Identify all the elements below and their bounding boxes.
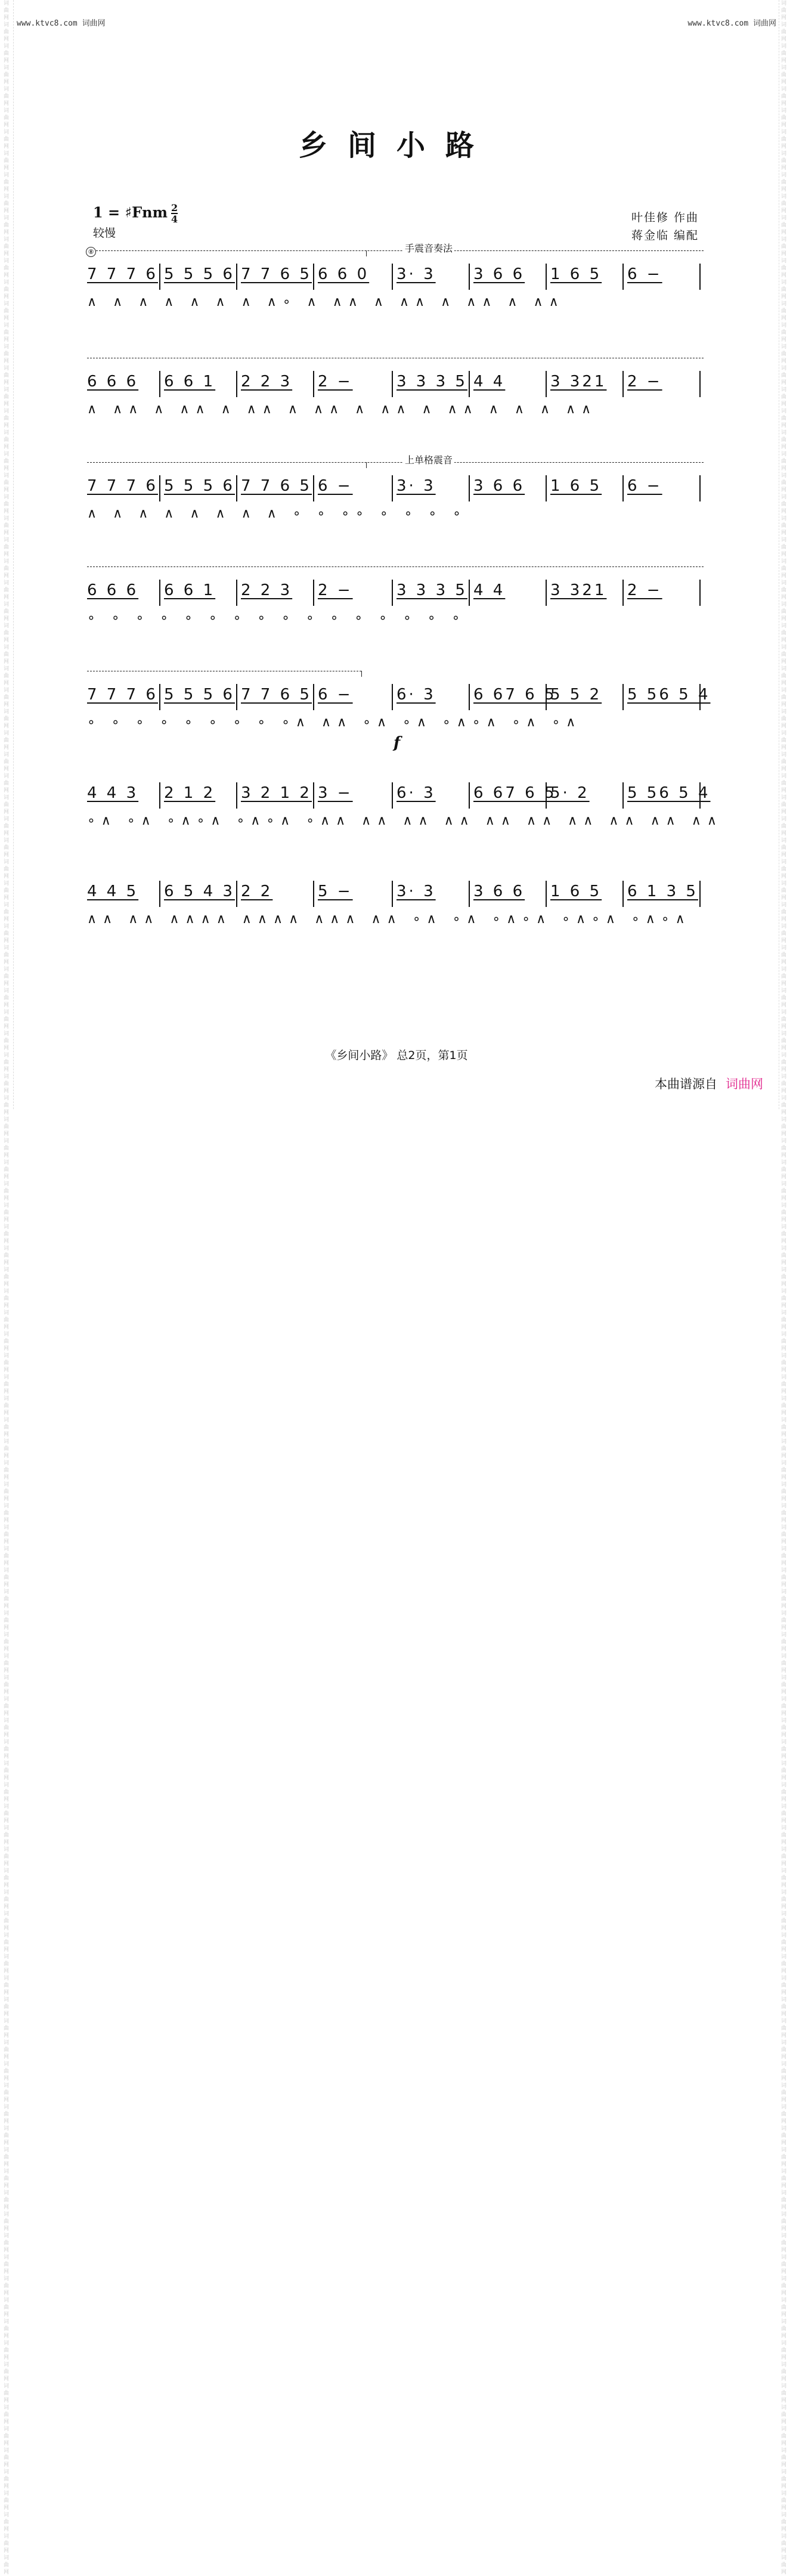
measure: [473, 580, 542, 606]
arranger-credit: 蒋金临 编配: [631, 229, 699, 242]
measure-notes: 6 1 3 5: [627, 883, 698, 900]
measure-notes: 1 6 5: [550, 477, 602, 495]
measure: [396, 782, 465, 809]
measure: [164, 684, 233, 710]
notes-row: [87, 782, 711, 809]
measure-notes: 2 −: [318, 373, 353, 391]
measure: [627, 371, 696, 397]
ottava-bracket-end: [361, 671, 362, 677]
barline: [236, 580, 237, 606]
measure: [473, 475, 542, 501]
measure-notes: 6 −: [627, 477, 662, 495]
measure: [164, 371, 233, 397]
octave-mark: ⑧: [86, 247, 96, 257]
measure: [550, 881, 619, 907]
measure-notes: 1 6 5: [550, 883, 602, 900]
measure-notes: 1 6 5: [550, 265, 602, 283]
measure: [627, 782, 711, 809]
measure-notes: 7 7 7 6: [87, 265, 158, 283]
measure-notes: 3 −: [318, 784, 353, 802]
technique-row: ∘∧ ∘∧ ∘∧∘∧ ∘∧∘∧ ∘∧∧ ∧∧ ∧∧ ∧∧ ∧∧ ∧∧ ∧∧ ∧∧ ∧∧ ∧∧: [87, 813, 723, 828]
measure: [550, 264, 619, 290]
measure: [164, 580, 233, 606]
technique-row: ∘ ∘ ∘ ∘ ∘ ∘ ∘ ∘ ∘ ∘ ∘ ∘ ∘ ∘ ∘ ∘: [87, 611, 466, 626]
measure-notes: 4 4: [473, 373, 506, 391]
barline: [392, 580, 393, 606]
composer-credit: 叶佳修 作曲: [631, 211, 699, 224]
barline: [159, 684, 160, 710]
barline: [622, 475, 624, 501]
measure: [318, 371, 388, 397]
measure-notes: 7 7 6 5: [241, 477, 312, 495]
measure-notes: 5 5 2: [550, 686, 602, 704]
measure-notes: 5 5 5 6: [164, 265, 235, 283]
barline: [236, 475, 237, 501]
barline: [469, 782, 470, 809]
measure-notes: 6 6 6: [87, 581, 139, 599]
measure-notes: 6 6 1: [164, 373, 216, 391]
measure-notes: 2 2 3: [241, 373, 293, 391]
score-system: [87, 769, 723, 841]
barline: [546, 881, 547, 907]
measure: [318, 475, 388, 501]
measure-notes: 6 67 6 5: [473, 784, 557, 802]
measure-notes: 4 4: [473, 581, 506, 599]
technique-row: ∧ ∧ ∧ ∧ ∧ ∧ ∧ ∧∘ ∧ ∧∧ ∧ ∧∧ ∧ ∧∧ ∧ ∧∧: [87, 295, 565, 309]
measure-notes: 6 67 6 5: [473, 686, 557, 704]
measure: [318, 782, 388, 809]
notes-row: [87, 881, 704, 907]
measure-notes: 7 7 7 6: [87, 477, 158, 495]
barline: [313, 881, 314, 907]
barline: [469, 371, 470, 397]
barline: [159, 264, 160, 290]
measure-notes: 3 6 6: [473, 265, 525, 283]
measure: [627, 580, 696, 606]
measure: [627, 881, 696, 907]
dynamic-forte: f: [394, 734, 401, 752]
measure-notes: 6 5 4 3: [164, 883, 235, 900]
barline: [159, 371, 160, 397]
site-link-right[interactable]: www.ktvc8.com 词曲网: [687, 19, 776, 28]
measure-notes: 6· 3: [396, 784, 436, 802]
measure: [473, 684, 557, 710]
barline: [236, 881, 237, 907]
measure-notes: 2 −: [627, 581, 662, 599]
measure-notes: 2 2 3: [241, 581, 293, 599]
measure-notes: 7 7 6 5: [241, 265, 312, 283]
barline: [469, 580, 470, 606]
measure-notes: 3· 3: [396, 265, 436, 283]
technique-row: ∧ ∧ ∧ ∧ ∧ ∧ ∧ ∧ ∘ ∘ ∘∘ ∘ ∘ ∘ ∘: [87, 506, 467, 521]
song-title: 乡间小路: [298, 129, 494, 162]
measure: [318, 264, 388, 290]
barline: [622, 782, 624, 809]
measure-notes: 7 7 7 6: [87, 686, 158, 704]
barline: [159, 881, 160, 907]
source-brand-link[interactable]: 词曲网: [726, 1077, 763, 1091]
barline: [469, 475, 470, 501]
measure-notes: 5 56 5 4: [627, 686, 711, 704]
barline: [699, 881, 701, 907]
measure-notes: 6 6 1: [164, 581, 216, 599]
barline: [159, 580, 160, 606]
source-credit: [655, 1075, 763, 1092]
measure: [241, 782, 312, 809]
page-info: 《乡间小路》 总2页，第1页: [325, 1049, 468, 1062]
measure: [87, 264, 156, 290]
barline: [313, 684, 314, 710]
measure-notes: 2 1 2: [164, 784, 216, 802]
measure-notes: 2 2: [241, 883, 273, 900]
measure-notes: 2 −: [627, 373, 662, 391]
barline: [313, 782, 314, 809]
barline: [159, 782, 160, 809]
measure: [473, 782, 557, 809]
measure-notes: 6 −: [318, 686, 353, 704]
notes-row: [87, 371, 704, 397]
ottava-line: [87, 462, 704, 463]
measure-notes: 3 321: [550, 373, 607, 391]
left-margin-line: [13, 0, 14, 1109]
measure: [87, 684, 156, 710]
measure: [396, 684, 465, 710]
measure: [473, 881, 542, 907]
score-system: [87, 358, 704, 429]
measure: [550, 782, 619, 809]
barline: [392, 264, 393, 290]
measure: [241, 371, 309, 397]
score-system: [87, 454, 704, 534]
measure-notes: 3 6 6: [473, 883, 525, 900]
score-system: [87, 868, 704, 939]
source-label: 本曲谱源自: [655, 1077, 717, 1091]
barline: [313, 580, 314, 606]
technique-annotation: 手震音奏法: [403, 241, 454, 255]
measure-notes: 6 −: [627, 265, 662, 283]
measure: [241, 264, 312, 290]
barline: [546, 580, 547, 606]
measure-notes: 7 7 6 5: [241, 686, 312, 704]
technique-row: ∧ ∧∧ ∧ ∧∧ ∧ ∧∧ ∧ ∧∧ ∧ ∧∧ ∧ ∧∧ ∧ ∧ ∧ ∧∧: [87, 402, 597, 417]
measure: [396, 580, 465, 606]
notes-row: [87, 580, 704, 606]
measure: [318, 580, 388, 606]
measure-notes: 3 3 3 5: [396, 581, 467, 599]
measure: [473, 264, 542, 290]
ottava-bracket-end: [366, 462, 367, 468]
barline: [622, 264, 624, 290]
measure: [241, 684, 312, 710]
ottava-line: [87, 566, 704, 567]
measure: [241, 580, 309, 606]
measure: [164, 782, 233, 809]
measure: [87, 881, 156, 907]
barline: [699, 580, 701, 606]
score-system: [87, 566, 704, 638]
barline: [546, 264, 547, 290]
time-signature: $\frac{2}{4}$: [171, 202, 178, 225]
ottava-bracket-end: [366, 250, 367, 256]
barline: [622, 881, 624, 907]
site-link-left[interactable]: www.ktvc8.com 词曲网: [17, 19, 106, 28]
measure: [241, 881, 309, 907]
measure: [627, 684, 711, 710]
barline: [622, 580, 624, 606]
measure: [627, 264, 696, 290]
measure: [396, 881, 465, 907]
measure: [164, 264, 233, 290]
measure-notes: 3 2 1 2: [241, 784, 312, 802]
measure-notes: 3· 3: [396, 883, 436, 900]
barline: [546, 475, 547, 501]
watermark-left: 词曲网 词曲网 词曲网 词曲网 词曲网 词曲网 词曲网 词曲网 词曲网 词曲网 词曲网 词曲网 词曲网 词曲网 词曲网 词曲网 词曲网 词曲网 词曲网 词曲网 词曲网 词曲网 词曲网 词曲网 词曲网 词曲网 词曲网 词曲网 词曲网 词曲网 词曲网 词曲网 词曲网 词曲网 词曲网 词曲网 词曲网 词曲网 词曲网 词曲网 词曲网 词曲网 词曲网 词曲网 词曲网 词曲网 词曲网 词曲网 词曲网 词曲网 词曲网 词曲网 词曲网 词曲网 词曲网 词曲网 词曲网 词曲网 词曲网 词曲网 词曲网 词曲网 词曲网 词曲网 词曲网 词曲网 词曲网 词曲网 词曲网 词曲网 词曲网 词曲网 词曲网 词曲网 词曲网 词曲网 词曲网 词曲网 词曲网 词曲网 词曲网 词曲网 词曲网 词曲网 词曲网 词曲网 词曲网 词曲网 词曲网 词曲网 词曲网 词曲网 词曲网 词曲网 词曲网 词曲网 词曲网 词曲网 词曲网 词曲网 词曲网 词曲网 词曲网 词曲网 词曲网 词曲网 词曲网 词曲网 词曲网 词曲网 词曲网 词曲网 词曲网 词曲网 词曲网 词曲网 词曲网 词曲网 词曲网 词曲网: [4, 1, 11, 2575]
score-system: [87, 671, 711, 752]
barline: [392, 371, 393, 397]
barline: [236, 371, 237, 397]
notes-row: [87, 264, 704, 290]
measure-notes: 5 56 5 4: [627, 784, 711, 802]
ottava-line: [87, 250, 704, 251]
barline: [392, 881, 393, 907]
barline: [546, 371, 547, 397]
measure: [318, 881, 388, 907]
notes-row: [87, 475, 704, 501]
measure-notes: 3 3 3 5: [396, 373, 467, 391]
measure-notes: 2 −: [318, 581, 353, 599]
measure: [550, 684, 619, 710]
measure: [550, 580, 619, 606]
measure-notes: 6 6 0: [318, 265, 370, 283]
measure: [87, 475, 156, 501]
barline: [699, 371, 701, 397]
measure-notes: 6 6 6: [87, 373, 139, 391]
measure-notes: 3· 3: [396, 477, 436, 495]
score-system: [87, 243, 704, 322]
measure-notes: 4 4 5: [87, 883, 139, 900]
barline: [392, 684, 393, 710]
key-signature: [93, 203, 178, 224]
measure-notes: 5 −: [318, 883, 353, 900]
barline: [622, 684, 624, 710]
measure-notes: 6· 3: [396, 686, 436, 704]
measure: [550, 475, 619, 501]
measure: [473, 371, 542, 397]
technique-row: ∘ ∘ ∘ ∘ ∘ ∘ ∘ ∘ ∘∧ ∧∧ ∘∧ ∘∧ ∘∧∘∧ ∘∧ ∘∧: [87, 715, 582, 730]
barline: [392, 782, 393, 809]
key-text: 1 = ♯Fnm: [93, 203, 168, 221]
measure-notes: 3 321: [550, 581, 607, 599]
measure: [396, 475, 465, 501]
barline: [236, 782, 237, 809]
measure: [87, 371, 156, 397]
barline: [699, 475, 701, 501]
barline: [699, 264, 701, 290]
technique-row: ∧∧ ∧∧ ∧∧∧∧ ∧∧∧∧ ∧∧∧ ∧∧ ∘∧ ∘∧ ∘∧∘∧ ∘∧∘∧ ∘∧∘∧: [87, 912, 691, 927]
measure-notes: 3 6 6: [473, 477, 525, 495]
technique-annotation: 上单格震音: [403, 453, 454, 466]
barline: [392, 475, 393, 501]
notes-row: [87, 684, 711, 710]
barline: [159, 475, 160, 501]
measure: [241, 475, 312, 501]
measure: [627, 475, 696, 501]
measure-notes: 4 4 3: [87, 784, 139, 802]
barline: [313, 475, 314, 501]
barline: [236, 684, 237, 710]
measure-notes: 5· 2: [550, 784, 590, 802]
barline: [236, 264, 237, 290]
measure: [164, 475, 233, 501]
tempo-marking: 较慢: [93, 227, 116, 240]
barline: [469, 684, 470, 710]
barline: [313, 371, 314, 397]
barline: [469, 264, 470, 290]
measure-notes: 5 5 5 6: [164, 686, 235, 704]
measure: [87, 782, 156, 809]
measure-notes: 5 5 5 6: [164, 477, 235, 495]
watermark-right: 词曲网 词曲网 词曲网 词曲网 词曲网 词曲网 词曲网 词曲网 词曲网 词曲网 词曲网 词曲网 词曲网 词曲网 词曲网 词曲网 词曲网 词曲网 词曲网 词曲网 词曲网 词曲网 词曲网 词曲网 词曲网 词曲网 词曲网 词曲网 词曲网 词曲网 词曲网 词曲网 词曲网 词曲网 词曲网 词曲网 词曲网 词曲网 词曲网 词曲网 词曲网 词曲网 词曲网 词曲网 词曲网 词曲网 词曲网 词曲网 词曲网 词曲网 词曲网 词曲网 词曲网 词曲网 词曲网 词曲网 词曲网 词曲网 词曲网 词曲网 词曲网 词曲网 词曲网 词曲网 词曲网 词曲网 词曲网 词曲网 词曲网 词曲网 词曲网 词曲网 词曲网 词曲网 词曲网 词曲网 词曲网 词曲网 词曲网 词曲网 词曲网 词曲网 词曲网 词曲网 词曲网 词曲网 词曲网 词曲网 词曲网 词曲网 词曲网 词曲网 词曲网 词曲网 词曲网 词曲网 词曲网 词曲网 词曲网 词曲网 词曲网 词曲网 词曲网 词曲网 词曲网 词曲网 词曲网 词曲网 词曲网 词曲网 词曲网 词曲网 词曲网 词曲网 词曲网 词曲网 词曲网 词曲网 词曲网 词曲网: [781, 1, 788, 2575]
measure: [550, 371, 619, 397]
measure: [396, 264, 465, 290]
measure: [164, 881, 233, 907]
measure-notes: 6 −: [318, 477, 353, 495]
measure: [87, 580, 156, 606]
barline: [469, 881, 470, 907]
measure: [396, 371, 465, 397]
measure: [318, 684, 388, 710]
barline: [622, 371, 624, 397]
barline: [313, 264, 314, 290]
